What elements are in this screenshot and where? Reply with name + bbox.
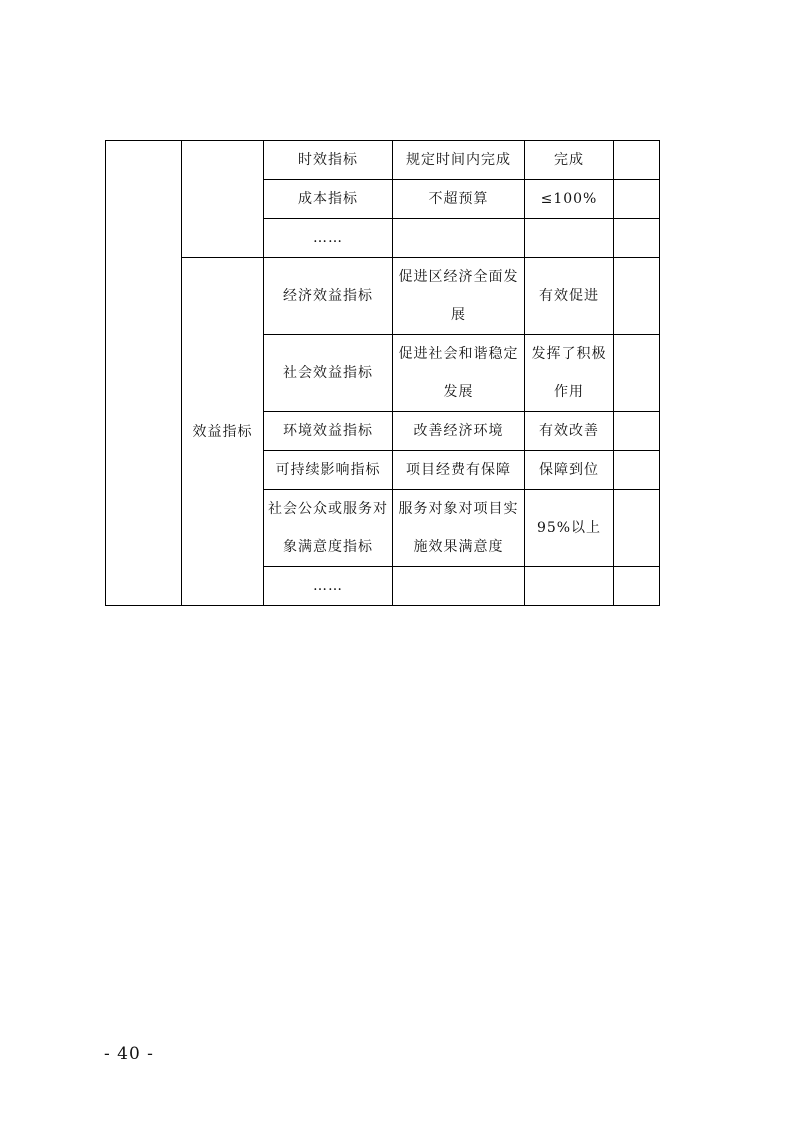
indicator-cell: 成本指标 bbox=[264, 180, 393, 219]
indicator-cell: 环境效益指标 bbox=[264, 412, 393, 451]
target-cell: 有效改善 bbox=[525, 412, 614, 451]
target-cell: 95%以上 bbox=[525, 490, 614, 567]
indicator-cell: 社会效益指标 bbox=[264, 335, 393, 412]
content-cell: 不超预算 bbox=[393, 180, 525, 219]
target-cell: 发挥了积极作用 bbox=[525, 335, 614, 412]
score-cell bbox=[614, 141, 660, 180]
target-cell: ≤100% bbox=[525, 180, 614, 219]
table-row bbox=[106, 141, 660, 180]
benefit-category-cell: 效益指标 bbox=[182, 258, 264, 606]
content-cell: 促进社会和谐稳定发展 bbox=[393, 335, 525, 412]
content-cell bbox=[393, 219, 525, 258]
score-cell bbox=[614, 451, 660, 490]
second-level-cell bbox=[182, 141, 264, 258]
score-cell bbox=[614, 335, 660, 412]
score-cell bbox=[614, 219, 660, 258]
indicator-cell: …… bbox=[264, 219, 393, 258]
indicator-cell: 经济效益指标 bbox=[264, 258, 393, 335]
target-cell: 完成 bbox=[525, 141, 614, 180]
content-cell: 规定时间内完成 bbox=[393, 141, 525, 180]
first-level-cell bbox=[106, 141, 182, 606]
performance-indicator-table bbox=[105, 140, 660, 606]
content-cell: 改善经济环境 bbox=[393, 412, 525, 451]
indicator-cell: 社会公众或服务对象满意度指标 bbox=[264, 490, 393, 567]
score-cell bbox=[614, 490, 660, 567]
target-cell bbox=[525, 219, 614, 258]
target-cell: 有效促进 bbox=[525, 258, 614, 335]
score-cell bbox=[614, 412, 660, 451]
target-cell bbox=[525, 567, 614, 606]
table-row bbox=[106, 258, 660, 335]
content-cell: 促进区经济全面发展 bbox=[393, 258, 525, 335]
content-cell bbox=[393, 567, 525, 606]
score-cell bbox=[614, 180, 660, 219]
content-cell: 服务对象对项目实施效果满意度 bbox=[393, 490, 525, 567]
target-cell: 保障到位 bbox=[525, 451, 614, 490]
content-cell: 项目经费有保障 bbox=[393, 451, 525, 490]
indicator-cell: 时效指标 bbox=[264, 141, 393, 180]
indicator-cell: …… bbox=[264, 567, 393, 606]
page-number: - 40 - bbox=[104, 1044, 154, 1064]
indicator-cell: 可持续影响指标 bbox=[264, 451, 393, 490]
score-cell bbox=[614, 258, 660, 335]
score-cell bbox=[614, 567, 660, 606]
